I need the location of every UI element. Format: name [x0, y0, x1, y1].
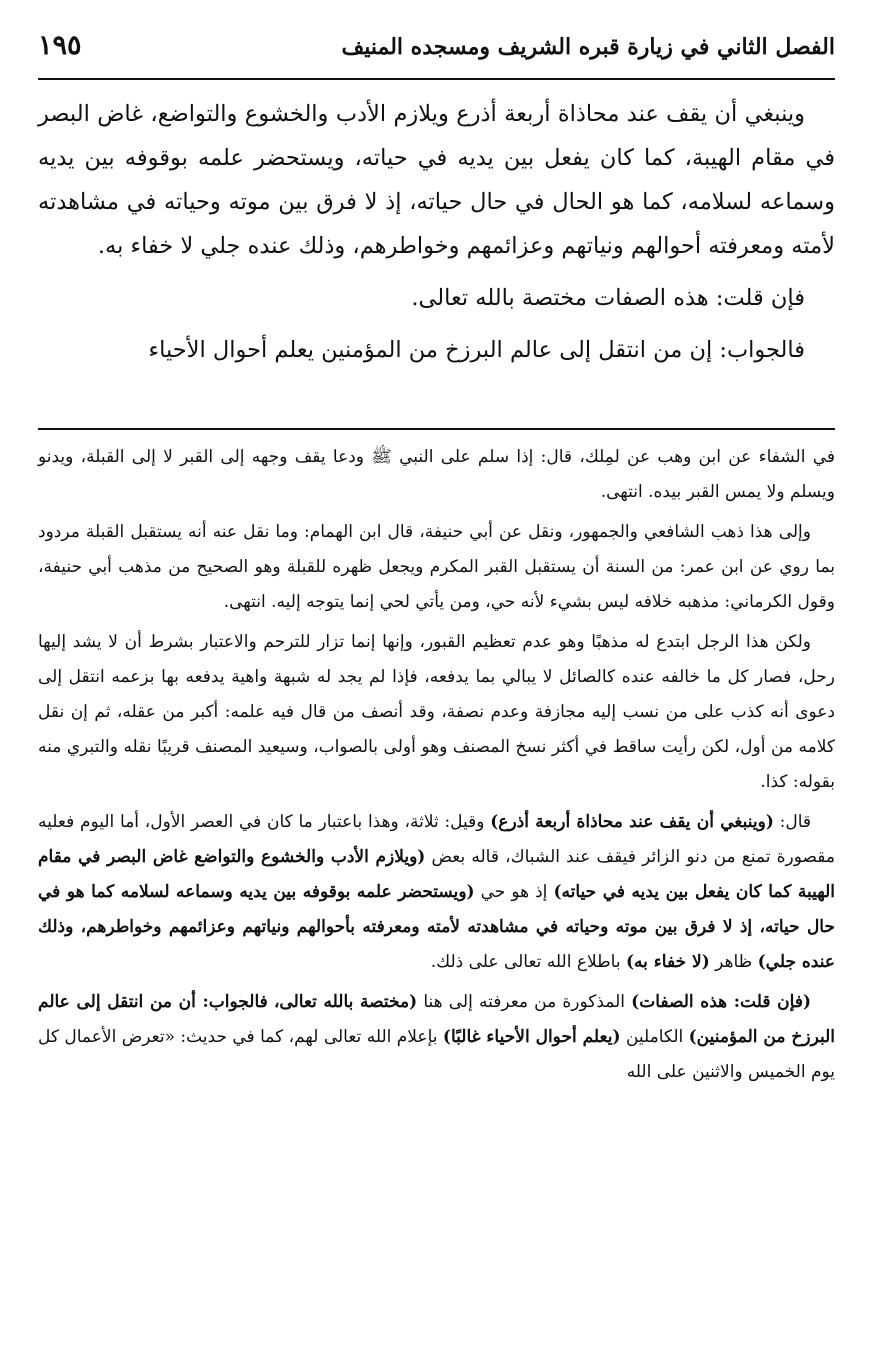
commentary-text [38, 440, 835, 1090]
main-paragraph: فإن قلت: هذه الصفات مختصة بالله تعالى. [411, 285, 805, 311]
commentary-text-run: قال: [773, 812, 811, 832]
section-divider [38, 428, 835, 430]
main-text [38, 92, 835, 372]
quoted-main-text: فالجواب: أن من انتقل إلى عالم البرزخ من المؤمنين) [38, 992, 835, 1047]
quoted-main-text: (يعلم أحوال الأحياء غالبًا) [442, 1027, 621, 1047]
page-header [38, 26, 835, 80]
commentary-paragraph: ولكن هذا الرجل ابتدع له مذهبًا وهو عدم تعظيم القبور، وإنها إنما تزار للترحم والاعتبار بشرط أن لا يشد إليها رحل، فصار كل ما خالفه عنده كالصائل لا يبالي بما يدفعه، فإذا لم يجد له شبهة واهية يدفعه بها بزعمه انتقل إلى دعوى أنه كذب على من نسب إليه مجازفة وعدم نصفة، وقد أنصف من قال فيه علمه: أكبر من عقله، ثم إن نقل كلامه من أول، لكن رأيت ساقط في أكثر نسخ المصنف وهو أولى بالصواب، وسيعيد المصنف قريبًا نقله والتبري منه بقوله: كذا. [38, 632, 835, 792]
commentary-paragraph: في الشفاء عن ابن وهب عن لمِلك، قال: إذا سلم على النبي ﷺ ودعا يقف وجهه إلى القبر لا إلى القبلة، ويدنو ويسلم ولا يمس القبر بيده. انتهى. [38, 447, 835, 502]
main-paragraph: فالجواب: إن من انتقل إلى عالم البرزخ من المؤمنين يعلم أحوال الأحياء [148, 337, 805, 363]
quoted-main-text: (وينبغي أن يقف عند محاذاة أربعة أذرع) [490, 812, 774, 832]
commentary-text-run: باطلاع الله تعالى على ذلك. [430, 952, 626, 972]
commentary-text-run: وقيل: ثلاثة، وهذا باعتبار ما كان في العصر الأول، أما اليوم فعليه مقصورة تمنع من دنو الزائر فيقف عند الشباك، قاله بعض [38, 812, 835, 867]
page-number: ١٩٥ [38, 30, 82, 61]
commentary-paragraph [38, 985, 835, 1090]
quoted-main-text: (فإن قلت: هذه الصفات) [631, 992, 811, 1012]
quoted-main-text: (لا خفاء به) [626, 952, 710, 972]
commentary-text-run: بإعلام الله تعالى لهم، كما في حديث: «تعرض الأعمال كل يوم الخميس والاثنين على الله [38, 1027, 835, 1082]
quoted-main-text: (ويستحضر علمه بوقوفه بين يديه وسماعه لسلامه كما هو في حال حياته، إذ لا فرق بين موته وحياته في مشاهدته لأمته ومعرفته بأحوالهم ونياتهم وعزائمهم وخواطرهم، وذلك عنده جلي) [38, 882, 835, 972]
commentary-paragraph [38, 805, 835, 980]
main-paragraph: وينبغي أن يقف عند محاذاة أربعة أذرع ويلازم الأدب والخشوع والتواضع، غاض البصر في مقام الهيبة، كما كان يفعل بين يديه في حياته، ويستحضر علمه بوقوفه بين يديه وسماعه لسلامه، كما هو الحال في حال حياته، إذ لا فرق بين موته وحياته في مشاهدته لأمته ومعرفته أحوالهم ونياتهم وعزائمهم وخواطرهم، وذلك عنده جلي لا خفاء به. [38, 101, 835, 259]
quoted-main-text: (مختصة بالله تعالى، [273, 992, 418, 1012]
commentary-text-run: ظاهر [709, 952, 758, 972]
commentary-text-run: إذ هو حي [474, 882, 554, 902]
commentary-paragraph: وإلى هذا ذهب الشافعي والجمهور، ونقل عن أبي حنيفة، قال ابن الهمام: وما نقل عنه أنه يستقبل القبلة مردود بما روي عن ابن عمر: من السنة أن يستقبل القبر المكرم ويجعل ظهره للقبلة وهو الصحيح من مذهب أبي حنيفة، وقول الكرماني: مذهبه خلافه ليس بشيء لأنه حي، ومن يأتي لحي إنما يتوجه إليه. انتهى. [38, 522, 835, 612]
quoted-main-text: (ويلازم الأدب والخشوع والتواضع غاض البصر في مقام الهيبة كما كان يفعل بين يديه في حياته) [38, 847, 835, 902]
running-title: الفصل الثاني في زيارة قبره الشريف ومسجده المنيف [341, 34, 835, 60]
commentary-text-run: المذكورة من معرفته إلى هنا [417, 992, 632, 1012]
commentary-text-run: الكاملين [620, 1027, 689, 1047]
